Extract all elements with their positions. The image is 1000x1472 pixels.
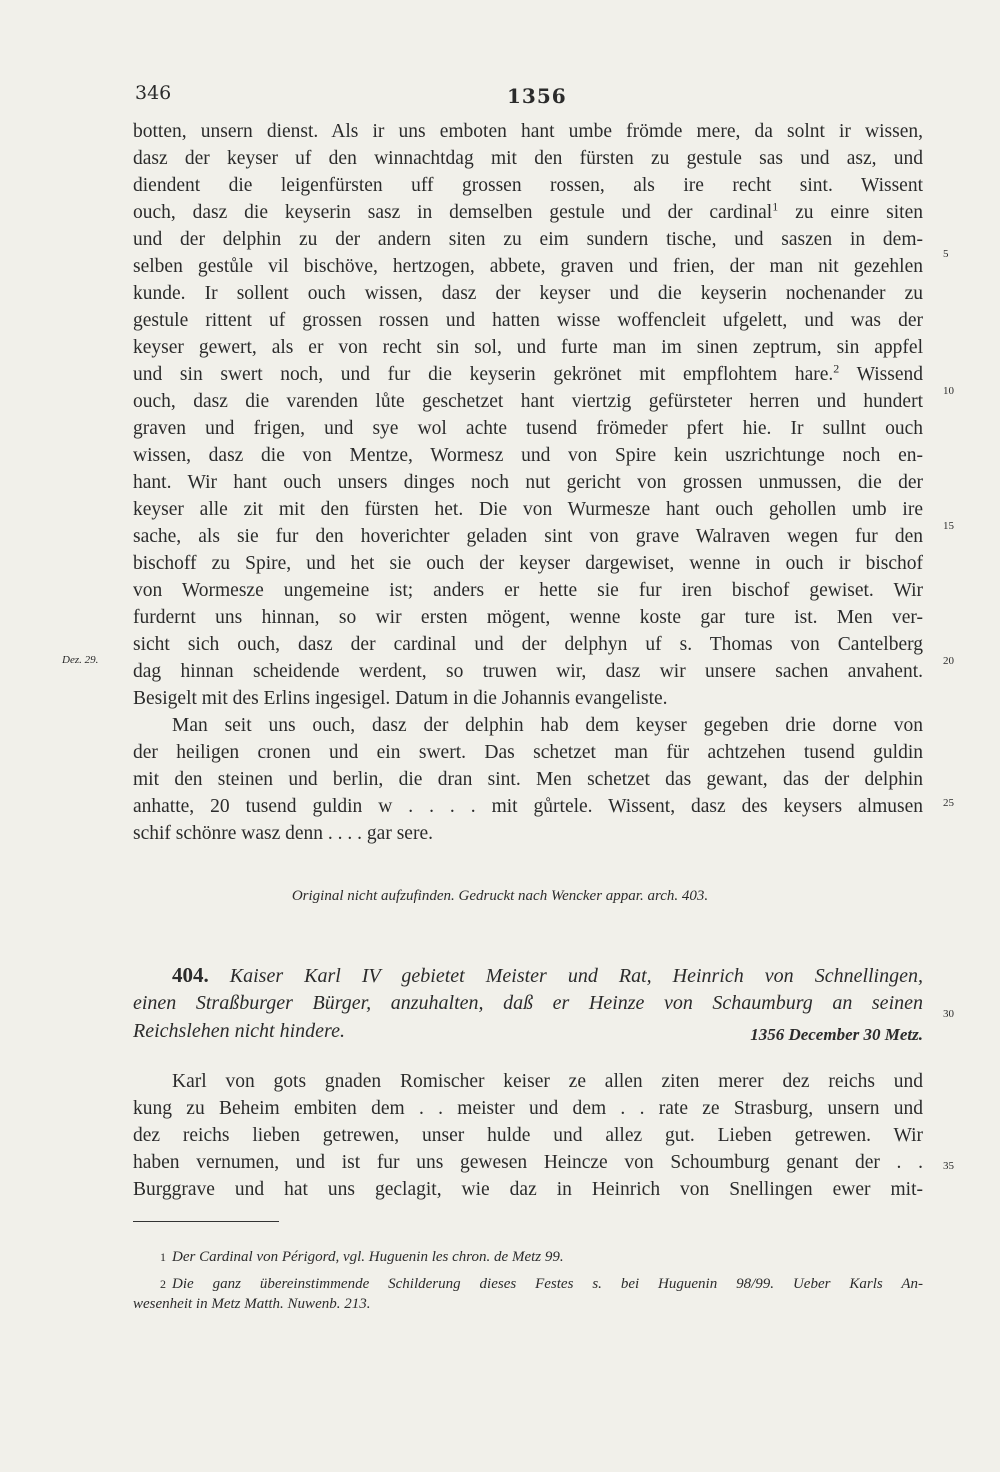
- text-segment: Wissend: [856, 364, 923, 385]
- entry-title: Kaiser Karl IV gebietet Meister und Rat, Heinrich von Schnellingen,: [229, 965, 923, 987]
- footnote-2: [133, 1275, 923, 1294]
- text-line: bischoff zu Spire, und het sie ouch der keyser dargewiset, wenne in ouch ir bischof: [133, 553, 923, 574]
- line-number: 30: [943, 1008, 954, 1020]
- footnote-ref-1: 1: [772, 199, 779, 214]
- letter-line: haben vernumen, und ist fur uns gewesen Heincze von Schoumburg genant der . .: [133, 1152, 923, 1173]
- text-line: dag hinnan scheidende werdent, so truwen wir, dasz wir unsere sachen anvahent.: [133, 661, 923, 682]
- entry-number: 404.: [172, 963, 209, 987]
- text-line: gestule rittent uf grossen rossen und hatten wisse woffencleit ufgelett, und was der: [133, 310, 923, 331]
- source-note: Original nicht aufzufinden. Gedruckt nach Wencker appar. arch. 403.: [291, 888, 709, 904]
- letter-line: dez reichs lieben getrewen, unser hulde und allez gut. Lieben getrewen. Wir: [133, 1125, 923, 1146]
- text-line: diendent die leigenfürsten uff grossen rossen, als ire recht sint. Wissent: [133, 175, 923, 196]
- text-line: Man seit uns ouch, dasz der delphin hab dem keyser gegeben drie dorne von: [172, 715, 923, 736]
- line-number: 15: [943, 520, 954, 532]
- letter-line: Burggrave und hat uns geclagit, wie daz in Heinrich von Snellingen ewer mit-: [133, 1179, 923, 1200]
- text-line: mit den steinen und berlin, die dran sint. Men schetzet das gewant, das der delphin: [133, 769, 923, 790]
- footnote-text: Der Cardinal von Périgord, vgl. Huguenin les chron. de Metz 99.: [172, 1249, 564, 1265]
- text-line: keyser alle zit mit den fürsten het. Die von Wurmesze hant ouch gehollen umb ire: [133, 499, 923, 520]
- line-number: 25: [943, 797, 954, 809]
- entry-heading-line: einen Straßburger Bürger, anzuhalten, daß er Heinze von Schaumburg an seinen: [133, 992, 923, 1014]
- line-number: 10: [943, 385, 954, 397]
- letter-line: kung zu Beheim embiten dem . . meister und dem . . rate ze Strasburg, unsern und: [133, 1098, 923, 1119]
- text-line: kunde. Ir sollent ouch wissen, dasz der keyser und die keyserin nochenander zu: [133, 283, 923, 304]
- footnote-mark: 1: [160, 1250, 166, 1264]
- page-number: 346: [135, 82, 172, 104]
- text-line: graven und frigen, und sye wol achte tusend frömeder pfert hie. Ir sullnt ouch: [133, 418, 923, 439]
- text-segment: zu einre siten: [795, 202, 923, 223]
- text-line: wissen, dasz die von Mentze, Wormesz und von Spire kein uszrichtunge noch en-: [133, 445, 923, 466]
- text-line: selben gestůle vil bischöve, hertzogen, abbete, graven und frien, der man nit gezehlen: [133, 256, 923, 277]
- text-segment: und sin swert noch, und fur die keyserin gekrönet mit empflohtem hare.: [133, 364, 834, 385]
- text-line: [133, 199, 923, 226]
- text-line: [133, 361, 923, 388]
- line-number: 35: [943, 1160, 954, 1172]
- text-line: Besigelt mit des Erlins ingesigel. Datum in die Johannis evangeliste.: [133, 688, 668, 709]
- footnote-2-continued: wesenheit in Metz Matth. Nuwenb. 213.: [133, 1296, 371, 1312]
- letter-line: Karl von gots gnaden Romischer keiser ze allen ziten merer dez reichs und: [172, 1071, 923, 1092]
- text-line: anhatte, 20 tusend guldin w . . . . mit gůrtele. Wissent, dasz des keysers almusen: [133, 796, 923, 817]
- footnote-1: [133, 1248, 923, 1267]
- footnote-ref-2: 2: [833, 361, 840, 376]
- text-line: hant. Wir hant ouch unsers dinges noch nut gericht von grossen unmussen, die der: [133, 472, 923, 493]
- text-line: furdernt uns hinnan, so wir ersten mögent, wenne koste gar ture ist. Men ver-: [133, 607, 923, 628]
- footnote-text: Die ganz übereinstimmende Schilderung dieses Festes s. bei Huguenin 98/99. Ueber Karls An-: [172, 1276, 923, 1292]
- text-line: dasz der keyser uf den winnachtdag mit den fürsten zu gestule sas und asz, und: [133, 148, 923, 169]
- text-line: ouch, dasz die varenden lůte geschetzet hant viertzig gefürsteter herren und hundert: [133, 391, 923, 412]
- text-line: von Wormesze ungemeine ist; anders er hette sie fur iren bischof gewiset. Wir: [133, 580, 923, 601]
- text-line: schif schönre wasz denn . . . . gar sere.: [133, 823, 433, 844]
- text-line: der heiligen cronen und ein swert. Das schetzet man für achtzehen tusend guldin: [133, 742, 923, 763]
- running-header-year: 1356: [507, 84, 567, 108]
- entry-heading-line: [172, 962, 923, 989]
- text-line: botten, unsern dienst. Als ir uns emboten hant umbe frömde mere, da solnt ir wissen,: [133, 121, 923, 142]
- text-line: sache, als sie fur den hoverichter geladen sint von grave Walraven wegen fur den: [133, 526, 923, 547]
- text-line: sicht sich ouch, dasz der cardinal und der delphyn uf s. Thomas von Cantelberg: [133, 634, 923, 655]
- line-number: 20: [943, 655, 954, 667]
- text-line: keyser gewert, als er von recht sin sol, und furte man im sinen zeptrum, sin appfel: [133, 337, 923, 358]
- footnote-mark: 2: [160, 1277, 166, 1291]
- entry-date: 1356 December 30 Metz.: [750, 1025, 923, 1044]
- line-number: 5: [943, 248, 949, 260]
- footnote-divider: [133, 1221, 279, 1222]
- text-segment: ouch, dasz die keyserin sasz in demselben gestule und der cardinal: [133, 202, 773, 223]
- text-line: und der delphin zu der andern siten zu eim sundern tische, und saszen in dem-: [133, 229, 923, 250]
- margin-date: Dez. 29.: [62, 654, 99, 666]
- entry-heading-line: Reichslehen nicht hindere.: [133, 1020, 345, 1042]
